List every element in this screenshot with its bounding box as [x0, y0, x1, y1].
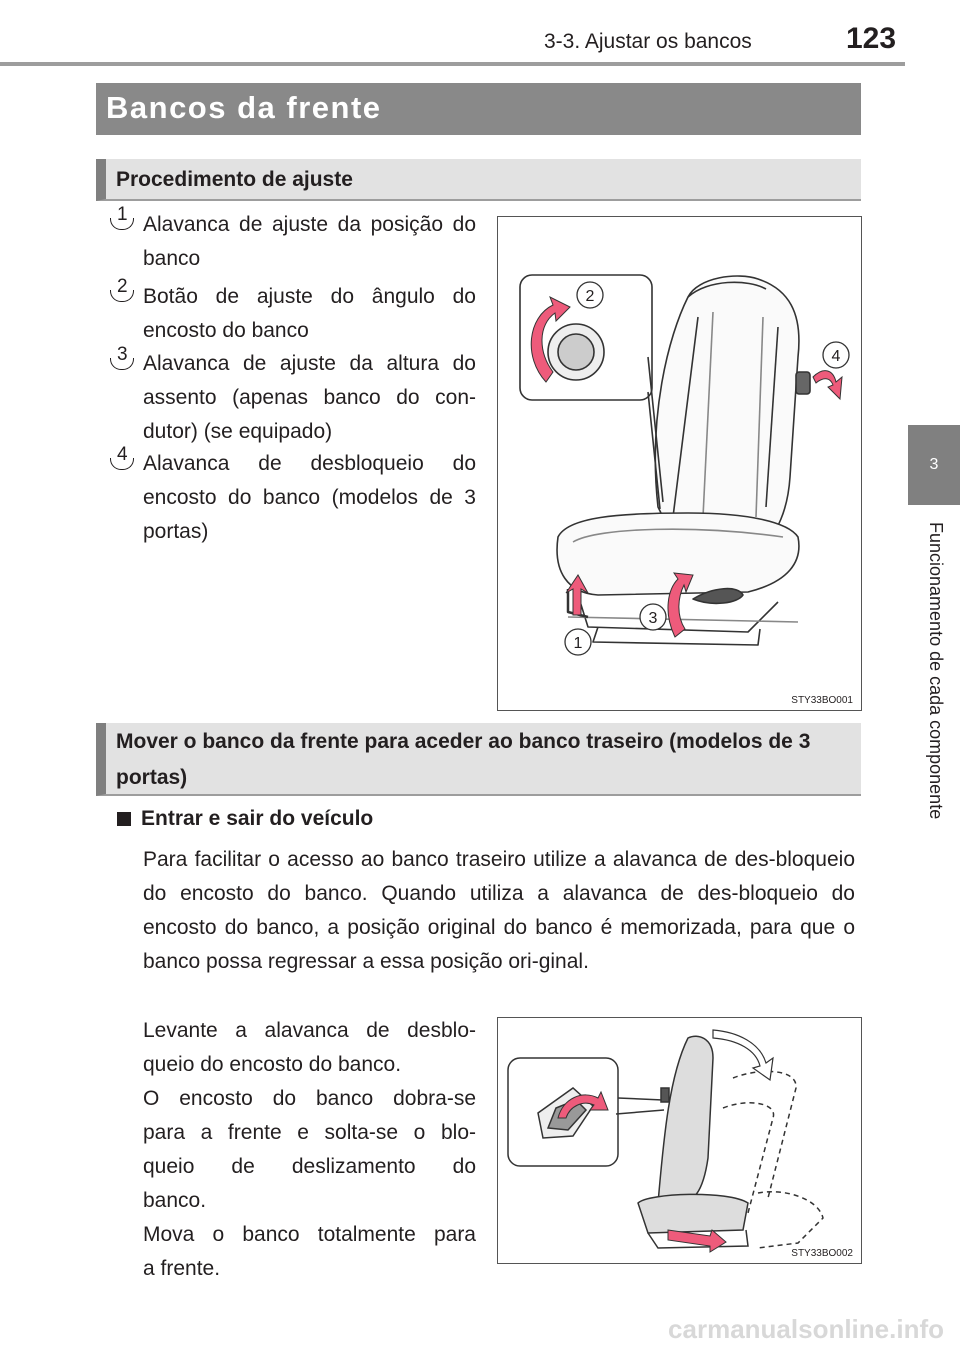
seat-adjustment-figure — [497, 216, 862, 711]
callout-3: 3 — [648, 610, 658, 627]
figure-code-2: STY33BO002 — [791, 1248, 853, 1259]
subheading-entry: Entrar e sair do veículo — [117, 807, 373, 831]
seat-illustration — [498, 217, 860, 709]
item-number-1: 1 — [110, 204, 134, 230]
square-bullet-icon — [117, 812, 131, 826]
steps-paragraph: Levante a alavanca de desblo- queio do encosto do banco. O encosto do banco dobra-se para a frente e solta-se o blo- queio de deslizamento do banco. Mova o banco totalmente para a frente. — [143, 1019, 476, 1280]
callout-1: 1 — [573, 635, 583, 652]
seat-fold-illustration — [498, 1018, 860, 1262]
item-text-2: Botão de ajuste do ângulo do encosto do banco — [143, 285, 476, 342]
rear-access-paragraph: Para facilitar o acesso ao banco traseiro utilize a alavanca de des-bloqueio do encosto do banco. Quando utiliza a alavanca de des-bloqueio do encosto do banco, a posição original do banco é memorizada, para que o banco possa regressar a essa posição ori-ginal. — [143, 848, 855, 973]
callout-2: 2 — [585, 288, 595, 305]
item-text-1: Alavanca de ajuste da posição do banco — [143, 213, 476, 270]
item-number-2: 2 — [110, 276, 134, 302]
item-text-4: Alavanca de desbloqueio do encosto do banco (modelos de 3 portas) — [143, 452, 476, 543]
header-rule — [0, 62, 905, 66]
seat-fold-figure — [497, 1017, 862, 1264]
callout-4: 4 — [831, 348, 841, 365]
watermark: carmanualsonline.info — [668, 1314, 944, 1344]
page-title: Bancos da frente — [96, 83, 861, 135]
item-text-3: Alavanca de ajuste da altura do assento (apenas banco do con-dutor) (se equipado) — [143, 352, 476, 443]
chapter-tab: 3 — [908, 425, 960, 505]
section-heading-rear-access: Mover o banco da frente para aceder ao banco traseiro (modelos de 3 portas) — [96, 723, 861, 796]
section-heading-procedure: Procedimento de ajuste — [96, 159, 861, 201]
page-number: 123 — [846, 22, 897, 55]
item-number-4: 4 — [110, 444, 134, 470]
figure-code: STY33BO001 — [791, 695, 853, 706]
item-number-3: 3 — [110, 344, 134, 370]
section-header: 3-3. Ajustar os bancos — [544, 30, 752, 53]
chapter-title: Funcionamento de cada componente — [926, 522, 946, 820]
